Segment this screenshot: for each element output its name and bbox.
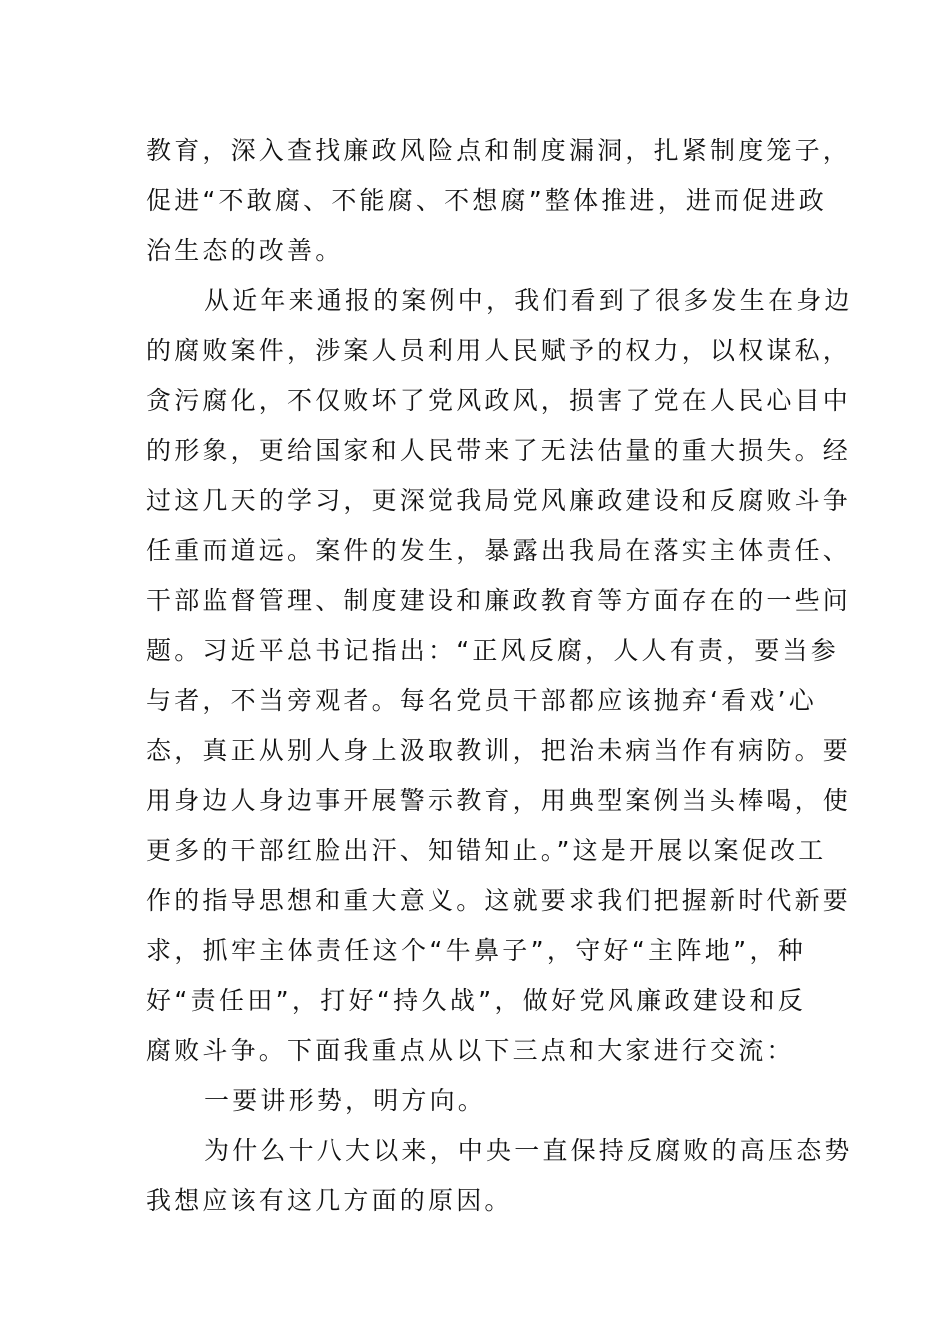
text-line: 我想应该有这几方面的原因。	[146, 1186, 513, 1215]
text-line: 干部监督管理、制度建设和廉政教育等方面存在的一些问	[146, 586, 852, 615]
text-line: 促进“不敢腐、不能腐、不想腐”整体推进，进而促进政	[146, 186, 827, 215]
text-line: 与者，不当旁观者。每名党员干部都应该抛弃‘看戏’心	[146, 686, 817, 715]
document-body	[146, 126, 853, 1226]
text-line: 更多的干部红脸出汗、知错知止。”这是开展以案促改工	[146, 836, 827, 865]
text-line: 好“责任田”，打好“持久战”，做好党风廉政建设和反	[146, 986, 806, 1015]
text-line: 任重而道远。案件的发生，暴露出我局在落实主体责任、	[146, 536, 852, 565]
section-heading: 一要讲形势，明方向。	[204, 1086, 487, 1115]
text-line: 的形象，更给国家和人民带来了无法估量的重大损失。经	[146, 436, 852, 465]
text-line: 题。习近平总书记指出：“正风反腐，人人有责，要当参	[146, 636, 839, 665]
text-line: 用身边人身边事开展警示教育，用典型案例当头棒喝，使	[146, 786, 852, 815]
text-line: 腐败斗争。下面我重点从以下三点和大家进行交流：	[146, 1036, 795, 1065]
text-line: 为什么十八大以来，中央一直保持反腐败的高压态势	[204, 1136, 853, 1165]
text-line: 贪污腐化，不仅败坏了党风政风，损害了党在人民心目中	[146, 386, 852, 415]
text-line: 教育，深入查找廉政风险点和制度漏洞，扎紧制度笼子，	[146, 136, 852, 165]
text-line: 从近年来通报的案例中，我们看到了很多发生在身边	[204, 286, 853, 315]
text-line: 的腐败案件，涉案人员利用人民赋予的权力，以权谋私，	[146, 336, 852, 365]
text-line: 治生态的改善。	[146, 236, 344, 265]
text-line: 过这几天的学习，更深觉我局党风廉政建设和反腐败斗争	[146, 486, 852, 515]
text-line: 作的指导思想和重大意义。这就要求我们把握新时代新要	[146, 886, 852, 915]
text-line: 态，真正从别人身上汲取教训，把治未病当作有病防。要	[146, 736, 852, 765]
text-line: 求，抓牢主体责任这个“牛鼻子”，守好“主阵地”，种	[146, 936, 806, 965]
